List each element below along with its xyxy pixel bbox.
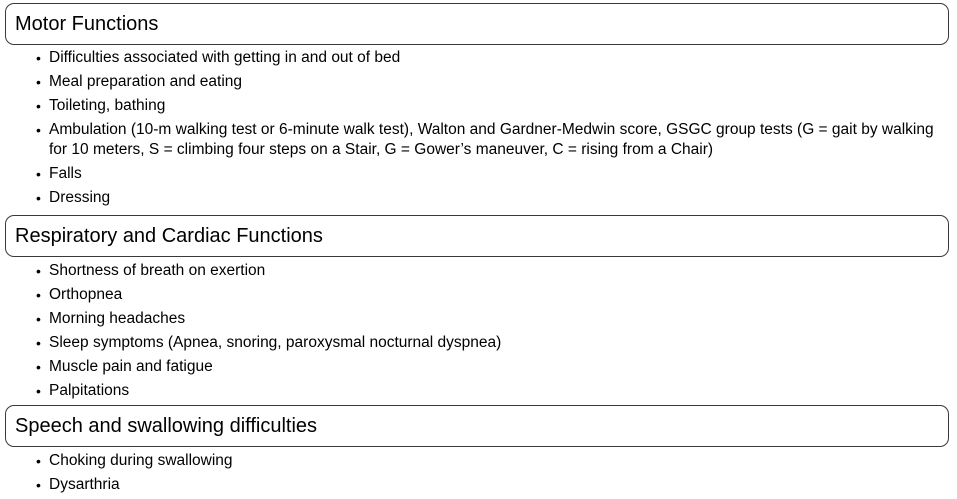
list-item: • Dressing bbox=[36, 189, 111, 206]
section-title: Speech and swallowing difficulties bbox=[15, 415, 318, 437]
bullet-icon: • bbox=[36, 122, 41, 138]
list-item: • Sleep symptoms (Apnea, snoring, paroxysmal nocturnal dyspnea) bbox=[36, 334, 502, 351]
list-item: • Meal preparation and eating bbox=[36, 73, 243, 90]
bullet-icon: • bbox=[36, 335, 41, 351]
respiratory-cardiac-list bbox=[36, 261, 951, 405]
list-item: • Muscle pain and fatigue bbox=[36, 358, 213, 375]
list-item: • Toileting, bathing bbox=[36, 97, 166, 114]
bullet-icon: • bbox=[36, 311, 41, 327]
list-item: • Dysarthria bbox=[36, 476, 120, 493]
bullet-icon: • bbox=[36, 287, 41, 303]
section-header-motor-functions bbox=[5, 3, 949, 45]
section-title: Respiratory and Cardiac Functions bbox=[15, 225, 323, 247]
bullet-icon: • bbox=[36, 359, 41, 375]
bullet-icon: • bbox=[36, 98, 41, 114]
section-header-respiratory-cardiac bbox=[5, 215, 949, 257]
list-item: • Orthopnea bbox=[36, 286, 123, 303]
bullet-icon: • bbox=[36, 190, 41, 206]
motor-functions-list bbox=[36, 48, 951, 212]
list-item: • Ambulation (10-m walking test or 6-minute walk test), Walton and Gardner-Medwin score, GSGC group tests (G = gait by walking for 10 meters, S = climbing four steps on a Stair, G = Gower’s maneuver, C = rising from a Chair) bbox=[36, 121, 934, 158]
bullet-icon: • bbox=[36, 263, 41, 279]
list-item: • Morning headaches bbox=[36, 310, 186, 327]
list-item: • Choking during swallowing bbox=[36, 452, 233, 469]
section-title: Motor Functions bbox=[15, 13, 159, 35]
list-item: • Difficulties associated with getting in and out of bed bbox=[36, 49, 401, 66]
bullet-icon: • bbox=[36, 383, 41, 399]
list-item: • Palpitations bbox=[36, 382, 130, 399]
speech-swallowing-list bbox=[36, 451, 951, 499]
section-header-speech-swallowing bbox=[5, 405, 949, 447]
bullet-icon: • bbox=[36, 50, 41, 66]
bullet-icon: • bbox=[36, 477, 41, 493]
bullet-icon: • bbox=[36, 453, 41, 469]
list-item: • Shortness of breath on exertion bbox=[36, 262, 266, 279]
bullet-icon: • bbox=[36, 74, 41, 90]
bullet-icon: • bbox=[36, 166, 41, 182]
list-item: • Falls bbox=[36, 165, 82, 182]
